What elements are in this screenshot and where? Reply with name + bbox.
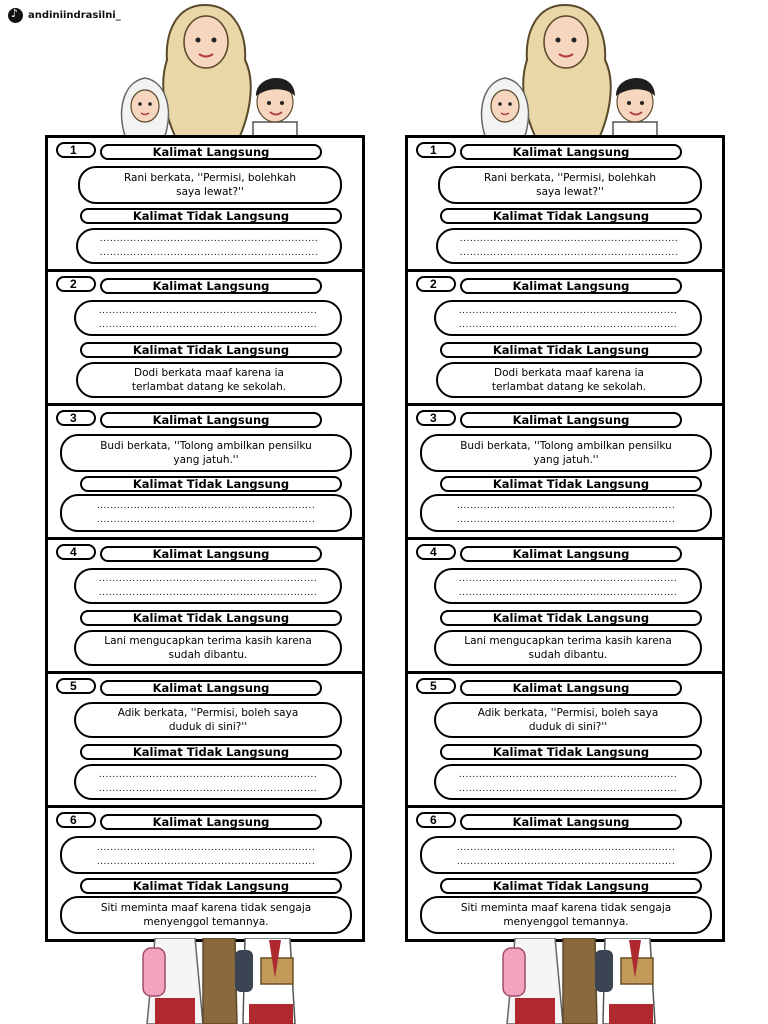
bookmark-right bbox=[405, 0, 725, 1024]
direct-speech-heading: Kalimat Langsung bbox=[100, 680, 322, 696]
direct-answer-box[interactable] bbox=[74, 568, 342, 604]
indirect-sentence-box: Siti meminta maaf karena tidak sengaja menyenggol temannya. bbox=[420, 896, 712, 934]
exercise-number-badge: 1 bbox=[56, 142, 96, 158]
direct-speech-heading: Kalimat Langsung bbox=[100, 278, 322, 294]
answer-dotted-line: ................................................................. bbox=[456, 842, 676, 853]
indirect-speech-heading: Kalimat Tidak Langsung bbox=[440, 744, 702, 760]
answer-dotted-line: ................................................................. bbox=[96, 842, 316, 853]
indirect-speech-heading: Kalimat Tidak Langsung bbox=[80, 476, 342, 492]
answer-dotted-line: ................................................................. bbox=[456, 500, 676, 511]
direct-answer-box[interactable] bbox=[434, 300, 702, 336]
direct-sentence-box: Adik berkata, ''Permisi, boleh saya duduk di sini?'' bbox=[74, 702, 342, 738]
answer-dotted-line: ................................................................. bbox=[458, 769, 678, 780]
tiktok-logo-icon bbox=[8, 8, 23, 23]
exercise-card bbox=[408, 674, 722, 808]
exercise-card bbox=[408, 272, 722, 406]
indirect-answer-box[interactable] bbox=[434, 764, 702, 800]
kids-illustration-top bbox=[465, 0, 665, 136]
indirect-speech-heading: Kalimat Tidak Langsung bbox=[80, 342, 342, 358]
answer-dotted-line: ................................................................. bbox=[99, 233, 319, 244]
indirect-sentence-box: Lani mengucapkan terima kasih karena sudah dibantu. bbox=[74, 630, 342, 666]
exercise-card bbox=[408, 540, 722, 674]
answer-dotted-line: ................................................................. bbox=[98, 587, 318, 598]
answer-dotted-line: ................................................................. bbox=[98, 783, 318, 794]
kids-illustration-top bbox=[105, 0, 305, 136]
exercise-number-badge: 3 bbox=[416, 410, 456, 426]
exercise-number-badge: 2 bbox=[56, 276, 96, 292]
answer-dotted-line: ................................................................. bbox=[459, 247, 679, 258]
answer-dotted-line: ................................................................. bbox=[98, 573, 318, 584]
direct-answer-box[interactable] bbox=[420, 836, 712, 874]
worksheet-card-stack bbox=[405, 135, 725, 942]
answer-dotted-line: ................................................................. bbox=[458, 573, 678, 584]
direct-answer-box[interactable] bbox=[60, 836, 352, 874]
direct-speech-heading: Kalimat Langsung bbox=[460, 144, 682, 160]
indirect-answer-box[interactable] bbox=[74, 764, 342, 800]
indirect-sentence-box: Dodi berkata maaf karena ia terlambat datang ke sekolah. bbox=[76, 362, 342, 398]
exercise-card bbox=[48, 272, 362, 406]
exercise-card bbox=[408, 808, 722, 939]
exercise-card bbox=[48, 138, 362, 272]
indirect-speech-heading: Kalimat Tidak Langsung bbox=[80, 744, 342, 760]
direct-speech-heading: Kalimat Langsung bbox=[100, 814, 322, 830]
answer-dotted-line: ................................................................. bbox=[96, 856, 316, 867]
exercise-number-badge: 4 bbox=[416, 544, 456, 560]
indirect-speech-heading: Kalimat Tidak Langsung bbox=[440, 342, 702, 358]
bookmark-left bbox=[45, 0, 365, 1024]
creator-handle: andiniindrasilni_ bbox=[28, 10, 121, 21]
answer-dotted-line: ................................................................. bbox=[459, 233, 679, 244]
exercise-number-badge: 5 bbox=[56, 678, 96, 694]
indirect-speech-heading: Kalimat Tidak Langsung bbox=[440, 208, 702, 224]
indirect-speech-heading: Kalimat Tidak Langsung bbox=[440, 610, 702, 626]
direct-speech-heading: Kalimat Langsung bbox=[100, 144, 322, 160]
direct-sentence-box: Rani berkata, ''Permisi, bolehkah saya lewat?'' bbox=[78, 166, 342, 204]
exercise-number-badge: 1 bbox=[416, 142, 456, 158]
kids-illustration-bottom bbox=[85, 938, 325, 1024]
indirect-answer-box[interactable] bbox=[420, 494, 712, 532]
direct-speech-heading: Kalimat Langsung bbox=[460, 814, 682, 830]
answer-dotted-line: ................................................................. bbox=[98, 319, 318, 330]
direct-sentence-box: Adik berkata, ''Permisi, boleh saya duduk di sini?'' bbox=[434, 702, 702, 738]
answer-dotted-line: ................................................................. bbox=[458, 783, 678, 794]
exercise-card bbox=[408, 406, 722, 540]
exercise-number-badge: 5 bbox=[416, 678, 456, 694]
indirect-speech-heading: Kalimat Tidak Langsung bbox=[80, 878, 342, 894]
exercise-number-badge: 2 bbox=[416, 276, 456, 292]
answer-dotted-line: ................................................................. bbox=[99, 247, 319, 258]
exercise-number-badge: 6 bbox=[416, 812, 456, 828]
answer-dotted-line: ................................................................. bbox=[96, 500, 316, 511]
direct-speech-heading: Kalimat Langsung bbox=[100, 412, 322, 428]
indirect-sentence-box: Dodi berkata maaf karena ia terlambat datang ke sekolah. bbox=[436, 362, 702, 398]
indirect-answer-box[interactable] bbox=[60, 494, 352, 532]
indirect-answer-box[interactable] bbox=[76, 228, 342, 264]
direct-answer-box[interactable] bbox=[74, 300, 342, 336]
answer-dotted-line: ................................................................. bbox=[458, 319, 678, 330]
direct-speech-heading: Kalimat Langsung bbox=[460, 278, 682, 294]
exercise-card bbox=[408, 138, 722, 272]
direct-sentence-box: Budi berkata, ''Tolong ambilkan pensilku yang jatuh.'' bbox=[60, 434, 352, 472]
indirect-sentence-box: Siti meminta maaf karena tidak sengaja menyenggol temannya. bbox=[60, 896, 352, 934]
direct-answer-box[interactable] bbox=[434, 568, 702, 604]
answer-dotted-line: ................................................................. bbox=[458, 587, 678, 598]
indirect-answer-box[interactable] bbox=[436, 228, 702, 264]
answer-dotted-line: ................................................................. bbox=[456, 514, 676, 525]
indirect-speech-heading: Kalimat Tidak Langsung bbox=[80, 610, 342, 626]
direct-speech-heading: Kalimat Langsung bbox=[460, 680, 682, 696]
indirect-speech-heading: Kalimat Tidak Langsung bbox=[440, 476, 702, 492]
direct-sentence-box: Rani berkata, ''Permisi, bolehkah saya lewat?'' bbox=[438, 166, 702, 204]
indirect-speech-heading: Kalimat Tidak Langsung bbox=[80, 208, 342, 224]
indirect-speech-heading: Kalimat Tidak Langsung bbox=[440, 878, 702, 894]
direct-speech-heading: Kalimat Langsung bbox=[460, 412, 682, 428]
worksheet-card-stack bbox=[45, 135, 365, 942]
direct-sentence-box: Budi berkata, ''Tolong ambilkan pensilku yang jatuh.'' bbox=[420, 434, 712, 472]
exercise-card bbox=[48, 406, 362, 540]
kids-illustration-bottom bbox=[445, 938, 685, 1024]
exercise-card bbox=[48, 540, 362, 674]
exercise-card bbox=[48, 674, 362, 808]
answer-dotted-line: ................................................................. bbox=[98, 305, 318, 316]
exercise-number-badge: 3 bbox=[56, 410, 96, 426]
indirect-sentence-box: Lani mengucapkan terima kasih karena sudah dibantu. bbox=[434, 630, 702, 666]
answer-dotted-line: ................................................................. bbox=[458, 305, 678, 316]
exercise-card bbox=[48, 808, 362, 939]
direct-speech-heading: Kalimat Langsung bbox=[100, 546, 322, 562]
answer-dotted-line: ................................................................. bbox=[456, 856, 676, 867]
answer-dotted-line: ................................................................. bbox=[96, 514, 316, 525]
answer-dotted-line: ................................................................. bbox=[98, 769, 318, 780]
exercise-number-badge: 4 bbox=[56, 544, 96, 560]
direct-speech-heading: Kalimat Langsung bbox=[460, 546, 682, 562]
exercise-number-badge: 6 bbox=[56, 812, 96, 828]
